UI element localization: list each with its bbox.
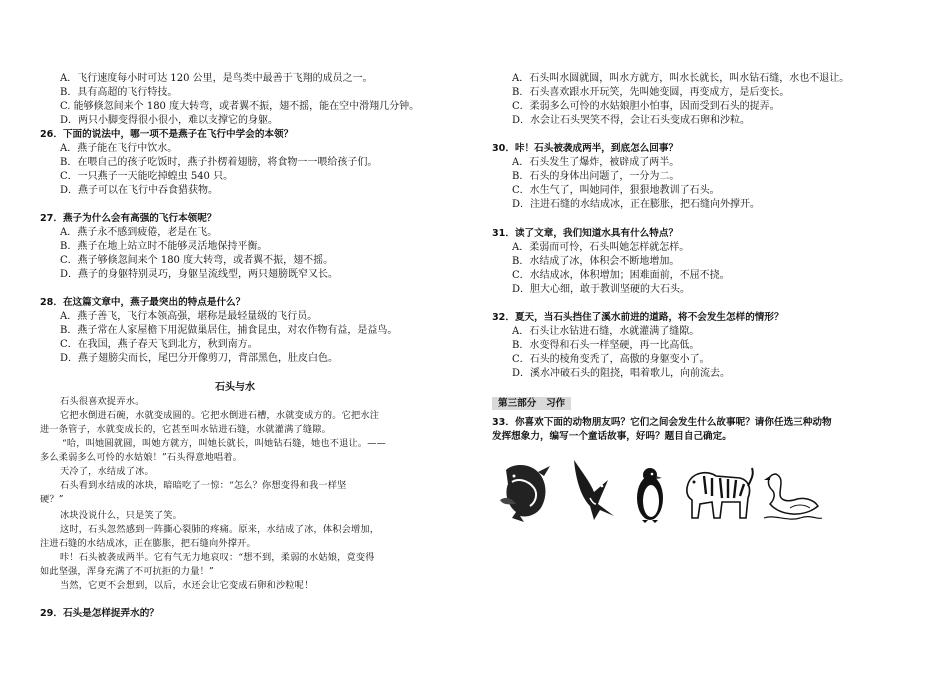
q27-option-d: D．燕子的身躯特别灵巧，身躯呈流线型，两只翅膀既窄又长。 xyxy=(60,269,339,280)
q29-option-a: A．石头叫水圆就圆，叫水方就方，叫水长就长，叫水钻石缝，水也不退让。 xyxy=(512,73,850,84)
story-line: 注进石缝的水结成冰，正在膨胀，把石缝向外撑开。 xyxy=(40,538,256,549)
q30-option-c: C．水生气了，叫她同伴，狠狠地教训了石头。 xyxy=(512,185,720,196)
q29-option-d: D．水会让石头哭笑不得，会让石头变成石卵和沙粒。 xyxy=(512,115,751,126)
story-line: 它把水倒进石碗，水就变成圆的。它把水倒进石槽，水就变成方的。它把水注 xyxy=(60,410,380,421)
story-line: 多么柔弱多么可怜的水姑娘！”石头得意地唱着。 xyxy=(40,452,243,463)
q28-option-a: A．燕子善飞，飞行本领高强，堪称是最轻量级的飞行员。 xyxy=(60,311,318,322)
q26-option-c: C．一只燕子一天能吃掉蝗虫 540 只。 xyxy=(60,171,234,182)
q25-option-a: A．飞行速度每小时可达 120 公里，是鸟类中最善于飞翔的成员之一。 xyxy=(60,73,373,84)
q26-option-d: D．燕子可以在飞行中吞食猎获物。 xyxy=(60,185,219,196)
story-title: 石头与水 xyxy=(215,382,255,393)
q28-option-b: B．燕子常在人家屋檐下用泥做巢居住，捕食昆虫，对农作物有益，是益鸟。 xyxy=(60,325,398,336)
story-line: 硬？” xyxy=(40,494,64,505)
q25-option-c: C. 能够倏忽间来个 180 度大转弯，或者翼不振，翅不摇，能在空中滑翔几分钟。 xyxy=(60,101,420,112)
story-line: 冰块没说什么，只是笑了笑。 xyxy=(60,510,183,521)
story-line: 进一条管子，水就变成长的，它甚至叫水钻进石缝，水就灌满了缝隙。 xyxy=(40,424,332,435)
q28-stem: 28．在这篇文章中，燕子最突出的特点是什么？ xyxy=(40,297,246,308)
story-line: 天冷了，水结成了冰。 xyxy=(60,466,154,477)
story-line: “哈，叫她圆就圆，叫她方就方，叫她长就长，叫她钻石缝，她也不退让。—— xyxy=(62,438,387,449)
q29-option-b: B．石头喜欢跟水开玩笑，先叫她变圆，再变成方，是后变长。 xyxy=(512,87,790,98)
q25-option-b: B．具有高超的飞行特技。 xyxy=(60,87,178,98)
q26-option-a: A．燕子能在飞行中饮水。 xyxy=(60,143,178,154)
penguin-icon xyxy=(632,466,668,524)
q28-option-d: D．燕子翅膀尖而长，尾巴分开像剪刀，背部黑色，肚皮白色。 xyxy=(60,353,339,364)
q32-option-b: B．水变得和石头一样坚硬，再一比高低。 xyxy=(512,340,700,351)
tiger-icon xyxy=(682,464,754,522)
q31-option-c: C．水结成冰，体积增加；困难面前，不屈不挠。 xyxy=(512,270,730,281)
q27-stem: 27．燕子为什么会有高强的飞行本领呢？ xyxy=(40,213,217,224)
q27-option-b: B．燕子在地上站立时不能够灵活地保持平衡。 xyxy=(60,241,268,252)
q28-option-c: C．在我国，燕子春天飞到北方，秋到南方。 xyxy=(60,339,258,350)
q30-option-d: D．注进石缝的水结成冰，正在膨胀，把石缝向外撑开。 xyxy=(512,199,761,210)
story-line: 石头看到水结成的冰块，暗暗吃了一惊：“怎么？你想变得和我一样坚 xyxy=(60,480,347,491)
q30-option-a: A．石头发生了爆炸，被辟成了两半。 xyxy=(512,157,680,168)
q31-stem: 31．读了文章，我们知道水具有什么特点？ xyxy=(492,228,679,239)
q32-option-d: D．溪水冲破石头的阻挠，唱着歌儿，向前流去。 xyxy=(512,368,731,379)
story-line: 当然，它更不会想到，以后，水还会让它变成石卵和沙粒呢！ xyxy=(60,580,314,591)
q30-stem: 30．咔！石头被袭成两半，到底怎么回事？ xyxy=(492,143,679,154)
story-line: 这时，石头忽然感到一阵撕心裂肺的疼痛。原来，水结成了冰，体积会增加， xyxy=(60,524,380,535)
q31-option-a: A．柔弱而可怜，石头叫她怎样就怎样。 xyxy=(512,242,690,253)
story-line: 咔！石头被袭成两半。它有气无力地哀叹：“想不到，柔弱的水姑娘，竟变得 xyxy=(60,552,375,563)
swallow-icon xyxy=(564,458,618,522)
story-line: 如此坚强，浑身充满了不可抗拒的力量！” xyxy=(40,566,214,577)
q27-option-a: A．燕子永不感到疲倦，老是在飞。 xyxy=(60,227,218,238)
section-three-label: 第三部分 习作 xyxy=(492,397,571,410)
q31-option-d: D．胆大心细，敢于教训坚硬的大石头。 xyxy=(512,284,691,295)
q30-option-b: B．石头的身体出问题了，一分为二。 xyxy=(512,171,680,182)
swan-icon xyxy=(760,470,824,524)
q26-stem: 26．下面的说法中，哪一项不是燕子在飞行中学会的本领？ xyxy=(40,129,294,140)
q33-line-2: 发挥想象力，编写一个童话故事，好吗？题目自己确定。 xyxy=(492,431,732,442)
q29-stem: 29．石头是怎样捉弄水的？ xyxy=(40,608,159,619)
q31-option-b: B．水结成了冰，体积会不断地增加。 xyxy=(512,256,680,267)
animal-pictures xyxy=(492,458,812,528)
q32-option-c: C．石头的棱角变秃了，高傲的身躯变小了。 xyxy=(512,354,710,365)
dolphin-icon xyxy=(498,460,554,524)
q26-option-b: B．在喂自己的孩子吃饭时，燕子扑楞着翅膀，将食物一一喂给孩子们。 xyxy=(60,157,378,168)
q27-option-c: C．燕子够倏忽间来个 180 度大转弯，或者翼不振，翅不摇。 xyxy=(60,255,334,266)
q29-option-c: C．柔弱多么可怜的水姑娘胆小怕事，因而受到石头的捉弄。 xyxy=(512,101,780,112)
q32-stem: 32．夏天，当石头挡住了溪水前进的道路，将不会发生怎样的情形？ xyxy=(492,312,784,323)
q33-line-1: 33．你喜欢下面的动物朋友吗？它们之间会发生什么故事呢？请你任选三种动物 xyxy=(492,417,832,428)
story-line: 石头很喜欢捉弄水。 xyxy=(60,396,145,407)
q25-option-d: D．两只小脚变得很小很小，难以支撑它的身躯。 xyxy=(60,115,279,126)
q32-option-a: A．石头让水钻进石缝，水就灌满了缝隙。 xyxy=(512,326,700,337)
